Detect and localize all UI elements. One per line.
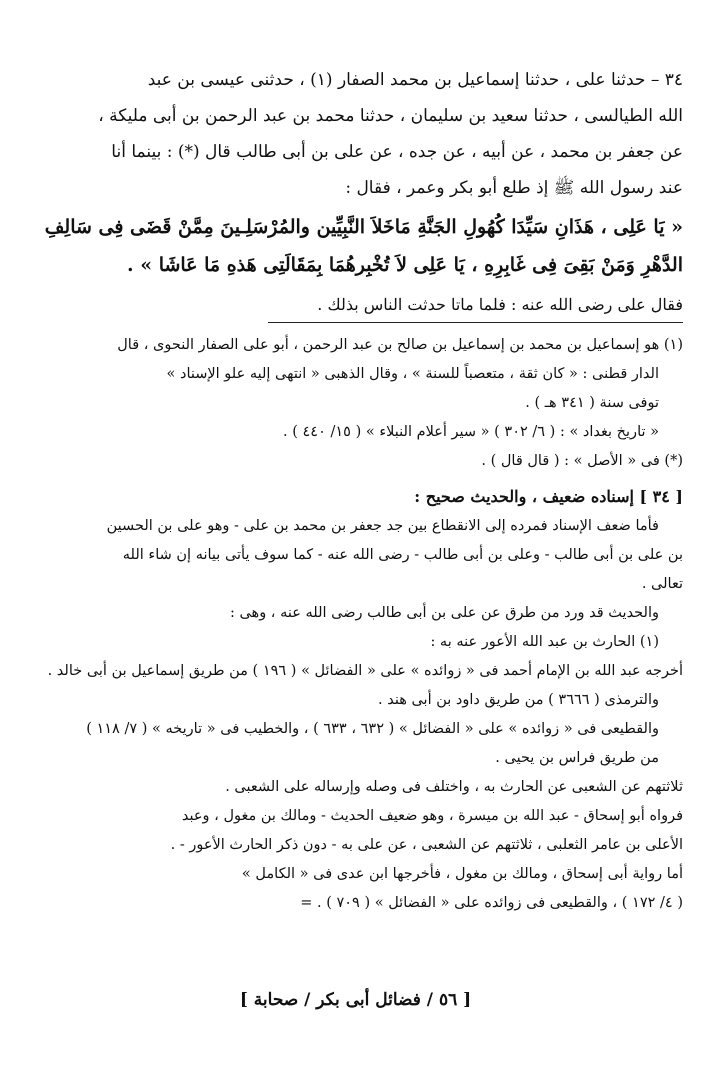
analysis-line <box>28 744 683 773</box>
analysis-text: فأما ضعف الإسناد فمرده إلى الانقطاع بين جد جعفر بن محمد بن على - وهو على بن الحسين <box>106 518 659 534</box>
analysis-line: ( ٤/ ١٧٢ ) ، والقطيعى فى زوائده على « الفضائل » ( ٧٠٩ ) . = <box>300 895 683 911</box>
hadith-line: الدَّهْرِ وَمَنْ بَقِىَ فِى غَابِرِهِ ، يَا عَلِى لاَ تُخْبِرهُمَا بِمَقَالَتِى هَذهِ مَا عَاشَا » . <box>126 254 683 276</box>
text-line: عند رسول الله ﷺ إذ طلع أبو بكر وعمر ، فقال : <box>345 178 683 198</box>
main-hadith-text <box>28 62 683 206</box>
analysis-line <box>28 599 683 628</box>
footer-label: [ ٥٦ / فضائل أبى بكر / صحابة ] <box>239 990 472 1010</box>
footnote-line <box>28 418 683 447</box>
hadith-quote <box>28 208 683 284</box>
analysis-line: أخرجه عبد الله بن الإمام أحمد فى « زوائده » على « الفضائل » ( ١٩٦ ) من طريق إسماعيل بن أبى خالد . <box>47 663 683 679</box>
book-page <box>28 62 683 918</box>
analysis-text: من طريق فراس بن يحيى . <box>495 750 659 766</box>
analysis-text: (١) الحارث بن عبد الله الأعور عنه به : <box>430 634 659 650</box>
analysis-line: فرواه أبو إسحاق - عبد الله بن ميسرة ، وهو ضعيف الحديث - ومالك بن مغول ، وعبد <box>181 808 683 824</box>
footnote-text: « تاريخ بغداد » : ( ٦/ ٣٠٢ ) « سير أعلام النبلاء » ( ١٥/ ٤٤٠ ) . <box>283 424 659 440</box>
analysis-line: تعالى . <box>641 576 683 592</box>
page-footer <box>0 990 711 1010</box>
analysis-line: بن على بن أبى طالب - وعلى بن أبى طالب - رضى الله عنه - كما سوف يأتى بيانه إن شاء الله <box>122 547 683 563</box>
analysis-text: والقطيعى فى « زوائده » على « الفضائل » ( ٦٣٢ ، ٦٣٣ ) ، والخطيب فى « تاريخه » ( ٧/ ١١٨ ) <box>86 721 659 737</box>
analysis-text: والحديث قد ورد من طرق عن على بن أبى طالب رضى الله عنه ، وهى : <box>229 605 659 621</box>
analysis-line: الأعلى بن عامر الثعلبى ، ثلاثتهم عن الشعبى ، عن على به - دون ذكر الحارث الأعور - . <box>170 837 683 853</box>
hadith-line: « يَا عَلِى ، هَذَانِ سَيِّدَا كُهُولِ الجَنَّةِ مَاخَلاَ النَّبِيِّين والمُرْسَلِـينَ مِمَّنْ قَضَى فِى سَالِفِ <box>44 216 683 238</box>
text-line: الله الطيالسى ، حدثنا سعيد بن سليمان ، حدثنا محمد بن عبد الرحمن بن أبى مليكة ، <box>98 106 683 126</box>
analysis-line <box>28 686 683 715</box>
footnotes <box>28 331 683 476</box>
footnote-text: الدار قطنى : « كان ثقة ، متعصباً للسنة » ، وقال الذهبى « انتهى إليه علو الإسناد » <box>166 366 659 382</box>
analysis-body <box>28 512 683 918</box>
analysis-line <box>28 628 683 657</box>
footnote-line <box>28 389 683 418</box>
footnote-line: (١) هو إسماعيل بن محمد بن إسماعيل بن صالح بن عبد الرحمن ، أبو على الصفار النحوى ، قال <box>117 337 683 353</box>
analysis-line <box>28 715 683 744</box>
footnote-text: توفى سنة ( ٣٤١ هـ ) . <box>525 395 659 411</box>
footnote-star: (*) فى « الأصل » : ( قال قال ) . <box>481 453 683 469</box>
analysis-heading: [ ٣٤ ] إسناده ضعيف ، والحديث صحيح : <box>414 487 683 506</box>
text-line: ٣٤ – حدثنا على ، حدثنا إسماعيل بن محمد الصفار (١) ، حدثنى عيسى بن عبد <box>147 70 683 90</box>
analysis-line <box>28 512 683 541</box>
text-line: عن جعفر بن محمد ، عن أبيه ، عن جده ، عن على بن أبى طالب قال (*) : بينما أنا <box>111 142 683 162</box>
narrator-closing: فقال على رضى الله عنه : فلما ماتا حدثت الناس بذلك . <box>317 295 683 314</box>
footnote-line <box>28 360 683 389</box>
analysis-text: والترمذى ( ٣٦٦٦ ) من طريق داود بن أبى هند . <box>377 692 659 708</box>
analysis-line: أما رواية أبى إسحاق ، ومالك بن مغول ، فأخرجها ابن عدى فى « الكامل » <box>241 866 683 882</box>
analysis-line: ثلاثتهم عن الشعبى عن الحارث به ، واختلف فى وصله وإرساله على الشعبى . <box>225 779 683 795</box>
footnote-divider <box>268 322 683 323</box>
